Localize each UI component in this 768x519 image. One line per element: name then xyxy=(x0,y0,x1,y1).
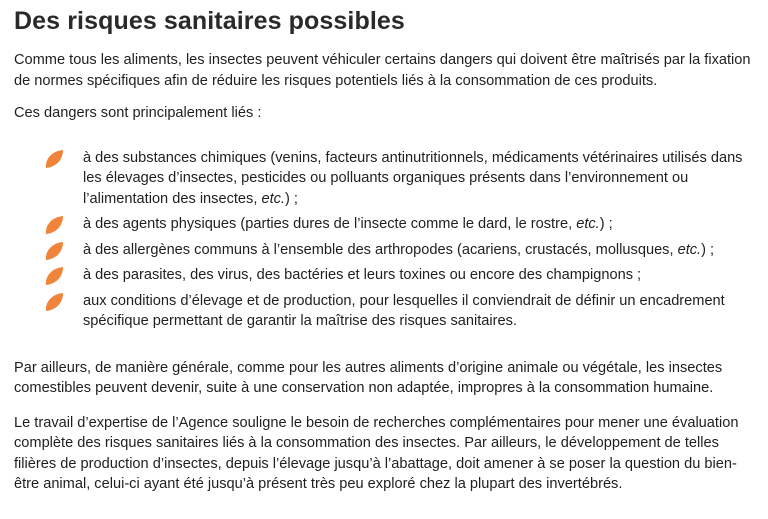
page-title: Des risques sanitaires possibles xyxy=(14,7,405,35)
list-item xyxy=(14,240,756,261)
article xyxy=(14,0,756,495)
orange-leaf-icon xyxy=(43,241,65,261)
list-item xyxy=(14,148,756,210)
danger-text: à des allergènes communs à l’ensemble des arthropodes (acariens, crustacés, mollusques, xyxy=(83,241,678,258)
danger-text: à des parasites, des virus, des bactéries et leurs toxines ou encore des champignons ; xyxy=(83,267,642,283)
dangers-list xyxy=(14,148,756,332)
expertise-paragraph: Le travail d’expertise de l’Agence souligne le besoin de recherches complémentaires pour mener une évaluation complète des risques sanitaires liés à la consommation des insectes. Par ailleurs, le développement de telles filières de production d’insectes, depuis l’élevage jusqu’à l’abattage, doit amener à se poser la question du bien-être animal, celui-ci ayant été jusqu’à présent très peu exploré chez la plupart des invertébrés. xyxy=(14,414,739,492)
orange-leaf-icon xyxy=(43,292,65,312)
orange-leaf-icon xyxy=(43,266,65,286)
danger-etc: etc. xyxy=(677,241,702,258)
list-item xyxy=(14,214,756,235)
danger-end: ) ; xyxy=(285,190,298,207)
danger-etc: etc. xyxy=(576,216,600,232)
dangers-lead: Ces dangers sont principalement liés : xyxy=(14,105,262,121)
danger-text: à des agents physiques (parties dures de l’insecte comme le dard, le rostre, xyxy=(83,216,577,232)
conservation-paragraph: Par ailleurs, de manière générale, comme pour les autres aliments d’origine animale ou végétale, les insectes comestibles peuvent devenir, suite à une conservation non adaptée, impropres à la consommation humaine. xyxy=(14,359,723,396)
intro-paragraph: Comme tous les aliments, les insectes peuvent véhiculer certains dangers qui doivent être maîtrisés par la fixation de normes spécifiques afin de réduire les risques potentiels liés à la consommation de ces produits. xyxy=(14,52,751,89)
list-item xyxy=(14,291,756,332)
orange-leaf-icon xyxy=(43,215,65,235)
danger-text: à des substances chimiques (venins, facteurs antinutritionnels, médicaments vétérinaires utilisés dans les élevages d’insectes, pesticides ou polluants organiques présents dans l’environnement ou l’alimentation des insectes, xyxy=(83,149,743,207)
orange-leaf-icon xyxy=(43,149,65,169)
danger-end: ) ; xyxy=(599,216,613,232)
list-item xyxy=(14,265,756,286)
danger-end: ) ; xyxy=(701,241,715,258)
danger-text: aux conditions d’élevage et de production, pour lesquelles il conviendrait de définir un encadrement spécifique permettant de garantir la maîtrise des risques sanitaires. xyxy=(83,292,725,329)
danger-etc: etc. xyxy=(261,190,285,207)
